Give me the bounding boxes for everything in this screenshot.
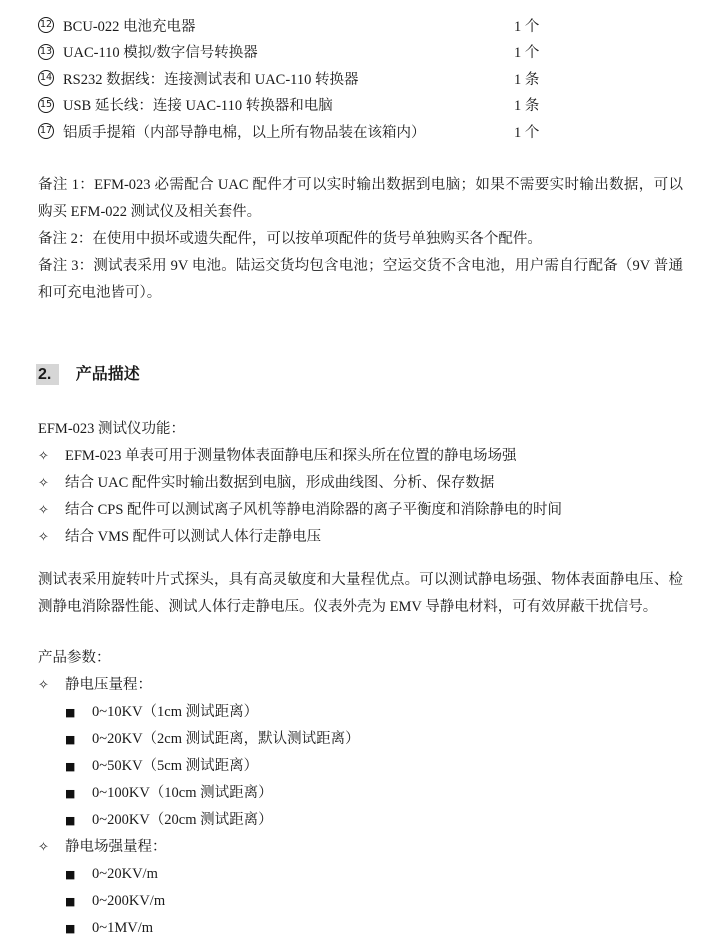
accessory-row — [38, 118, 683, 145]
function-text: 结合 CPS 配件可以测试离子风机等静电消除器的离子平衡度和消除静电的时间 — [65, 501, 563, 518]
square-bullet-icon: ■ — [65, 732, 76, 746]
accessory-row — [38, 65, 683, 92]
parameter-text: 0~100KV（10cm 测试距离） — [92, 784, 273, 801]
parameter-text: 0~200KV/m — [92, 892, 166, 909]
diamond-bullet-icon: ✧ — [38, 502, 49, 518]
parameter-item — [38, 888, 683, 915]
diamond-bullet-icon: ✧ — [38, 448, 49, 464]
square-bullet-icon: ■ — [65, 705, 76, 719]
function-text: EFM-023 单表可用于测量物体表面静电压和探头所在位置的静电场场强 — [65, 447, 517, 464]
accessory-row — [38, 92, 683, 119]
parameter-text: 0~1MV/m — [92, 919, 154, 936]
circled-number-icon: 15 — [38, 97, 54, 113]
accessory-quantity: 1 个 — [514, 45, 540, 62]
group-title-text: 静电场强量程： — [65, 838, 167, 855]
diamond-bullet-icon: ✧ — [38, 529, 49, 545]
function-text: 结合 VMS 配件可以测试人体行走静电压 — [65, 528, 322, 545]
accessory-quantity: 1 条 — [514, 98, 540, 115]
parameter-text: 0~10KV（1cm 测试距离） — [92, 703, 259, 720]
notes-block — [38, 172, 683, 307]
parameter-text: 0~200KV（20cm 测试距离） — [92, 811, 273, 828]
parameter-group-title — [38, 834, 683, 861]
parameter-text: 0~20KV/m — [92, 865, 158, 882]
accessory-label: RS232 数据线：连接测试表和 UAC-110 转换器 — [63, 71, 359, 88]
parameter-item — [38, 699, 683, 726]
function-item — [38, 524, 683, 551]
section-heading — [38, 363, 683, 387]
parameter-group-title — [38, 672, 683, 699]
parameters-intro: 产品参数： — [38, 649, 111, 666]
parameter-item — [38, 807, 683, 834]
parameter-text: 0~50KV（5cm 测试距离） — [92, 757, 259, 774]
accessory-label: USB 延长线：连接 UAC-110 转换器和电脑 — [63, 98, 333, 115]
function-item — [38, 497, 683, 524]
accessory-quantity: 1 个 — [514, 18, 540, 35]
accessory-label: UAC-110 模拟/数字信号转换器 — [63, 45, 258, 62]
square-bullet-icon: ■ — [65, 867, 76, 881]
accessory-label: BCU-022 电池充电器 — [63, 18, 196, 35]
accessory-row — [38, 12, 683, 39]
function-item — [38, 470, 683, 497]
section-number: 2. — [36, 364, 59, 385]
function-item — [38, 443, 683, 470]
diamond-bullet-icon: ✧ — [38, 677, 49, 693]
parameters-block — [38, 645, 683, 942]
accessory-list — [38, 12, 683, 145]
functions-intro: EFM-023 测试仪功能： — [38, 420, 186, 437]
note-3: 备注 3：测试表采用 9V 电池。陆运交货均包含电池；空运交货不含电池，用户需自行配备（9V 普通和可充电池皆可）。 — [38, 257, 683, 301]
circled-number-icon: 13 — [38, 44, 54, 60]
parameter-item — [38, 753, 683, 780]
square-bullet-icon: ■ — [65, 813, 76, 827]
group-title-text: 静电压量程： — [65, 676, 152, 693]
note-2: 备注 2：在使用中损坏或遗失配件，可以按单项配件的货号单独购买各个配件。 — [38, 230, 542, 247]
diamond-bullet-icon: ✧ — [38, 839, 49, 855]
square-bullet-icon: ■ — [65, 759, 76, 773]
description-paragraph: 测试表采用旋转叶片式探头，具有高灵敏度和大量程优点。可以测试静电场强、物体表面静电压、检测静电消除器性能、测试人体行走静电压。仪表外壳为 EMV 导静电材料，可有效屏蔽干扰信号。 — [38, 571, 683, 615]
parameter-item — [38, 915, 683, 942]
parameter-item — [38, 780, 683, 807]
accessory-quantity: 1 条 — [514, 71, 540, 88]
square-bullet-icon: ■ — [65, 921, 76, 935]
circled-number-icon: 12 — [38, 17, 54, 33]
parameter-text: 0~20KV（2cm 测试距离，默认测试距离） — [92, 730, 360, 747]
circled-number-icon: 14 — [38, 70, 54, 86]
functions-block — [38, 416, 683, 551]
circled-number-icon: 17 — [38, 123, 54, 139]
accessory-row — [38, 39, 683, 66]
diamond-bullet-icon: ✧ — [38, 475, 49, 491]
function-text: 结合 UAC 配件实时输出数据到电脑，形成曲线图、分析、保存数据 — [65, 474, 495, 491]
section-title: 产品描述 — [75, 365, 140, 383]
square-bullet-icon: ■ — [65, 894, 76, 908]
accessory-label: 铝质手提箱（内部导静电棉，以上所有物品装在该箱内） — [63, 124, 426, 141]
parameter-item — [38, 861, 683, 888]
note-1: 备注 1：EFM-023 必需配合 UAC 配件才可以实时输出数据到电脑；如果不需要实时输出数据，可以购买 EFM-022 测试仪及相关套件。 — [38, 176, 683, 220]
accessory-quantity: 1 个 — [514, 124, 540, 141]
square-bullet-icon: ■ — [65, 786, 76, 800]
parameter-item — [38, 726, 683, 753]
